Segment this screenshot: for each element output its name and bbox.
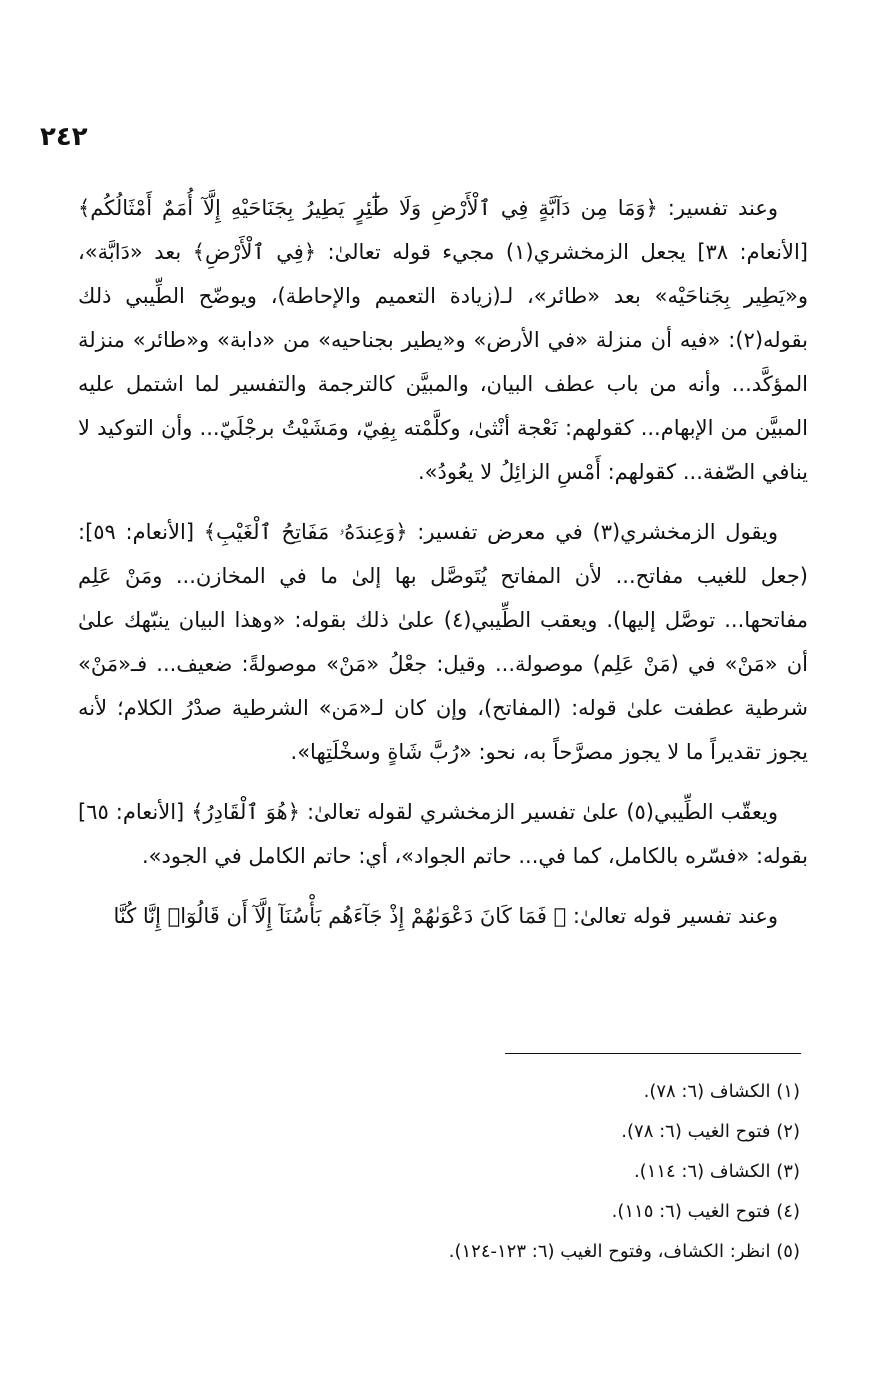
paragraph-3: ويعقّب الطِّيبي(٥) علىٰ تفسير الزمخشري لقوله تعالىٰ: ﴿هُوَ ٱلْقَادِرُ﴾ [الأنعام: ٦٥] بقوله: «فسّره بالكامل، كما في... حاتم الجواد»، أي: حاتم الكامل في الجود». [78, 800, 808, 868]
footnote-1: (١) الكشاف (٦: ٧٨). [643, 1081, 800, 1102]
footnotes [78, 1072, 808, 1272]
body-text [78, 186, 808, 954]
footnote-divider [505, 1053, 801, 1054]
footnote-2: (٢) فتوح الغيب (٦: ٧٨). [621, 1121, 800, 1142]
page-number: ٢٤٢ [40, 122, 88, 152]
paragraph-4: وعند تفسير قوله تعالىٰ: ﴿ فَمَا كَانَ دَعْوَىٰهُمْ إِذْ جَآءَهُم بَأْسُنَآ إِلَّآ أَن قَالُوٓا۟ إِنَّا كُنَّا [113, 904, 778, 928]
footnote-4: (٤) فتوح الغيب (٦: ١١٥). [611, 1201, 800, 1222]
paragraph-2: ويقول الزمخشري(٣) في معرض تفسير: ﴿وَعِندَهُۥ مَفَاتِحُ ٱلْغَيْبِ﴾ [الأنعام: ٥٩]: (جعل للغيب مفاتح... لأن المفاتح يُتَوصَّل بها إلىٰ ما في المخازن... ومَنْ عَلِم مفاتحها... توصَّل إليها). ويعقب الطِّيبي(٤) علىٰ ذلك بقوله: «وهذا البيان ينبّهك علىٰ أن «مَنْ» في (مَنْ عَلِم) موصولة... وقيل: جعْلُ «مَنْ» موصولةً: ضعيف... فـ«مَنْ» شرطية عطفت علىٰ قوله: (المفاتح)، وإن كان لـ«مَن» الشرطية صدْرُ الكلام؛ لأنه يجوز تقديراً ما لا يجوز مصرَّحاً به، نحو: «رُبَّ شَاةٍ وسخْلَتِها». [78, 520, 808, 764]
paragraph-1: وعند تفسير: ﴿وَمَا مِن دَآبَّةٍ فِي ٱلْأَرْضِ وَلَا طَٰٓئِرٍ يَطِيرُ بِجَنَاحَيْهِ إِلَّآ أُمَمٌ أَمْثَالُكُم﴾ [الأنعام: ٣٨] يجعل الزمخشري(١) مجيء قوله تعالىٰ: ﴿فِي ٱلْأَرْضِ﴾ بعد «دَابَّة»، و«يَطِير بِجَناحَيْه» بعد «طائر»، لـ(زيادة التعميم والإحاطة)، ويوضّح الطِّيبي ذلك بقوله(٢): «فيه أن منزلة «في الأرض» و«يطير بجناحيه» من «دابة» و«طائر» منزلة المؤكَّد... وأنه من باب عطف البيان، والمبيَّن كالترجمة والتفسير لما اشتمل عليه المبيَّن من الإبهام... كقولهم: نَعْجة أنْثىٰ، وكلَّمْته بِفِيّ، ومَشَيْتُ برجْلَيّ... وأن التوكيد لا ينافي الصّفة... كقولهم: أَمْسِ الزائِلُ لا يعُودُ». [78, 196, 808, 484]
footnote-3: (٣) الكشاف (٦: ١١٤). [633, 1161, 800, 1182]
footnote-5: (٥) انظر: الكشاف، وفتوح الغيب (٦: ١٢٣-١٢٤). [448, 1241, 800, 1262]
